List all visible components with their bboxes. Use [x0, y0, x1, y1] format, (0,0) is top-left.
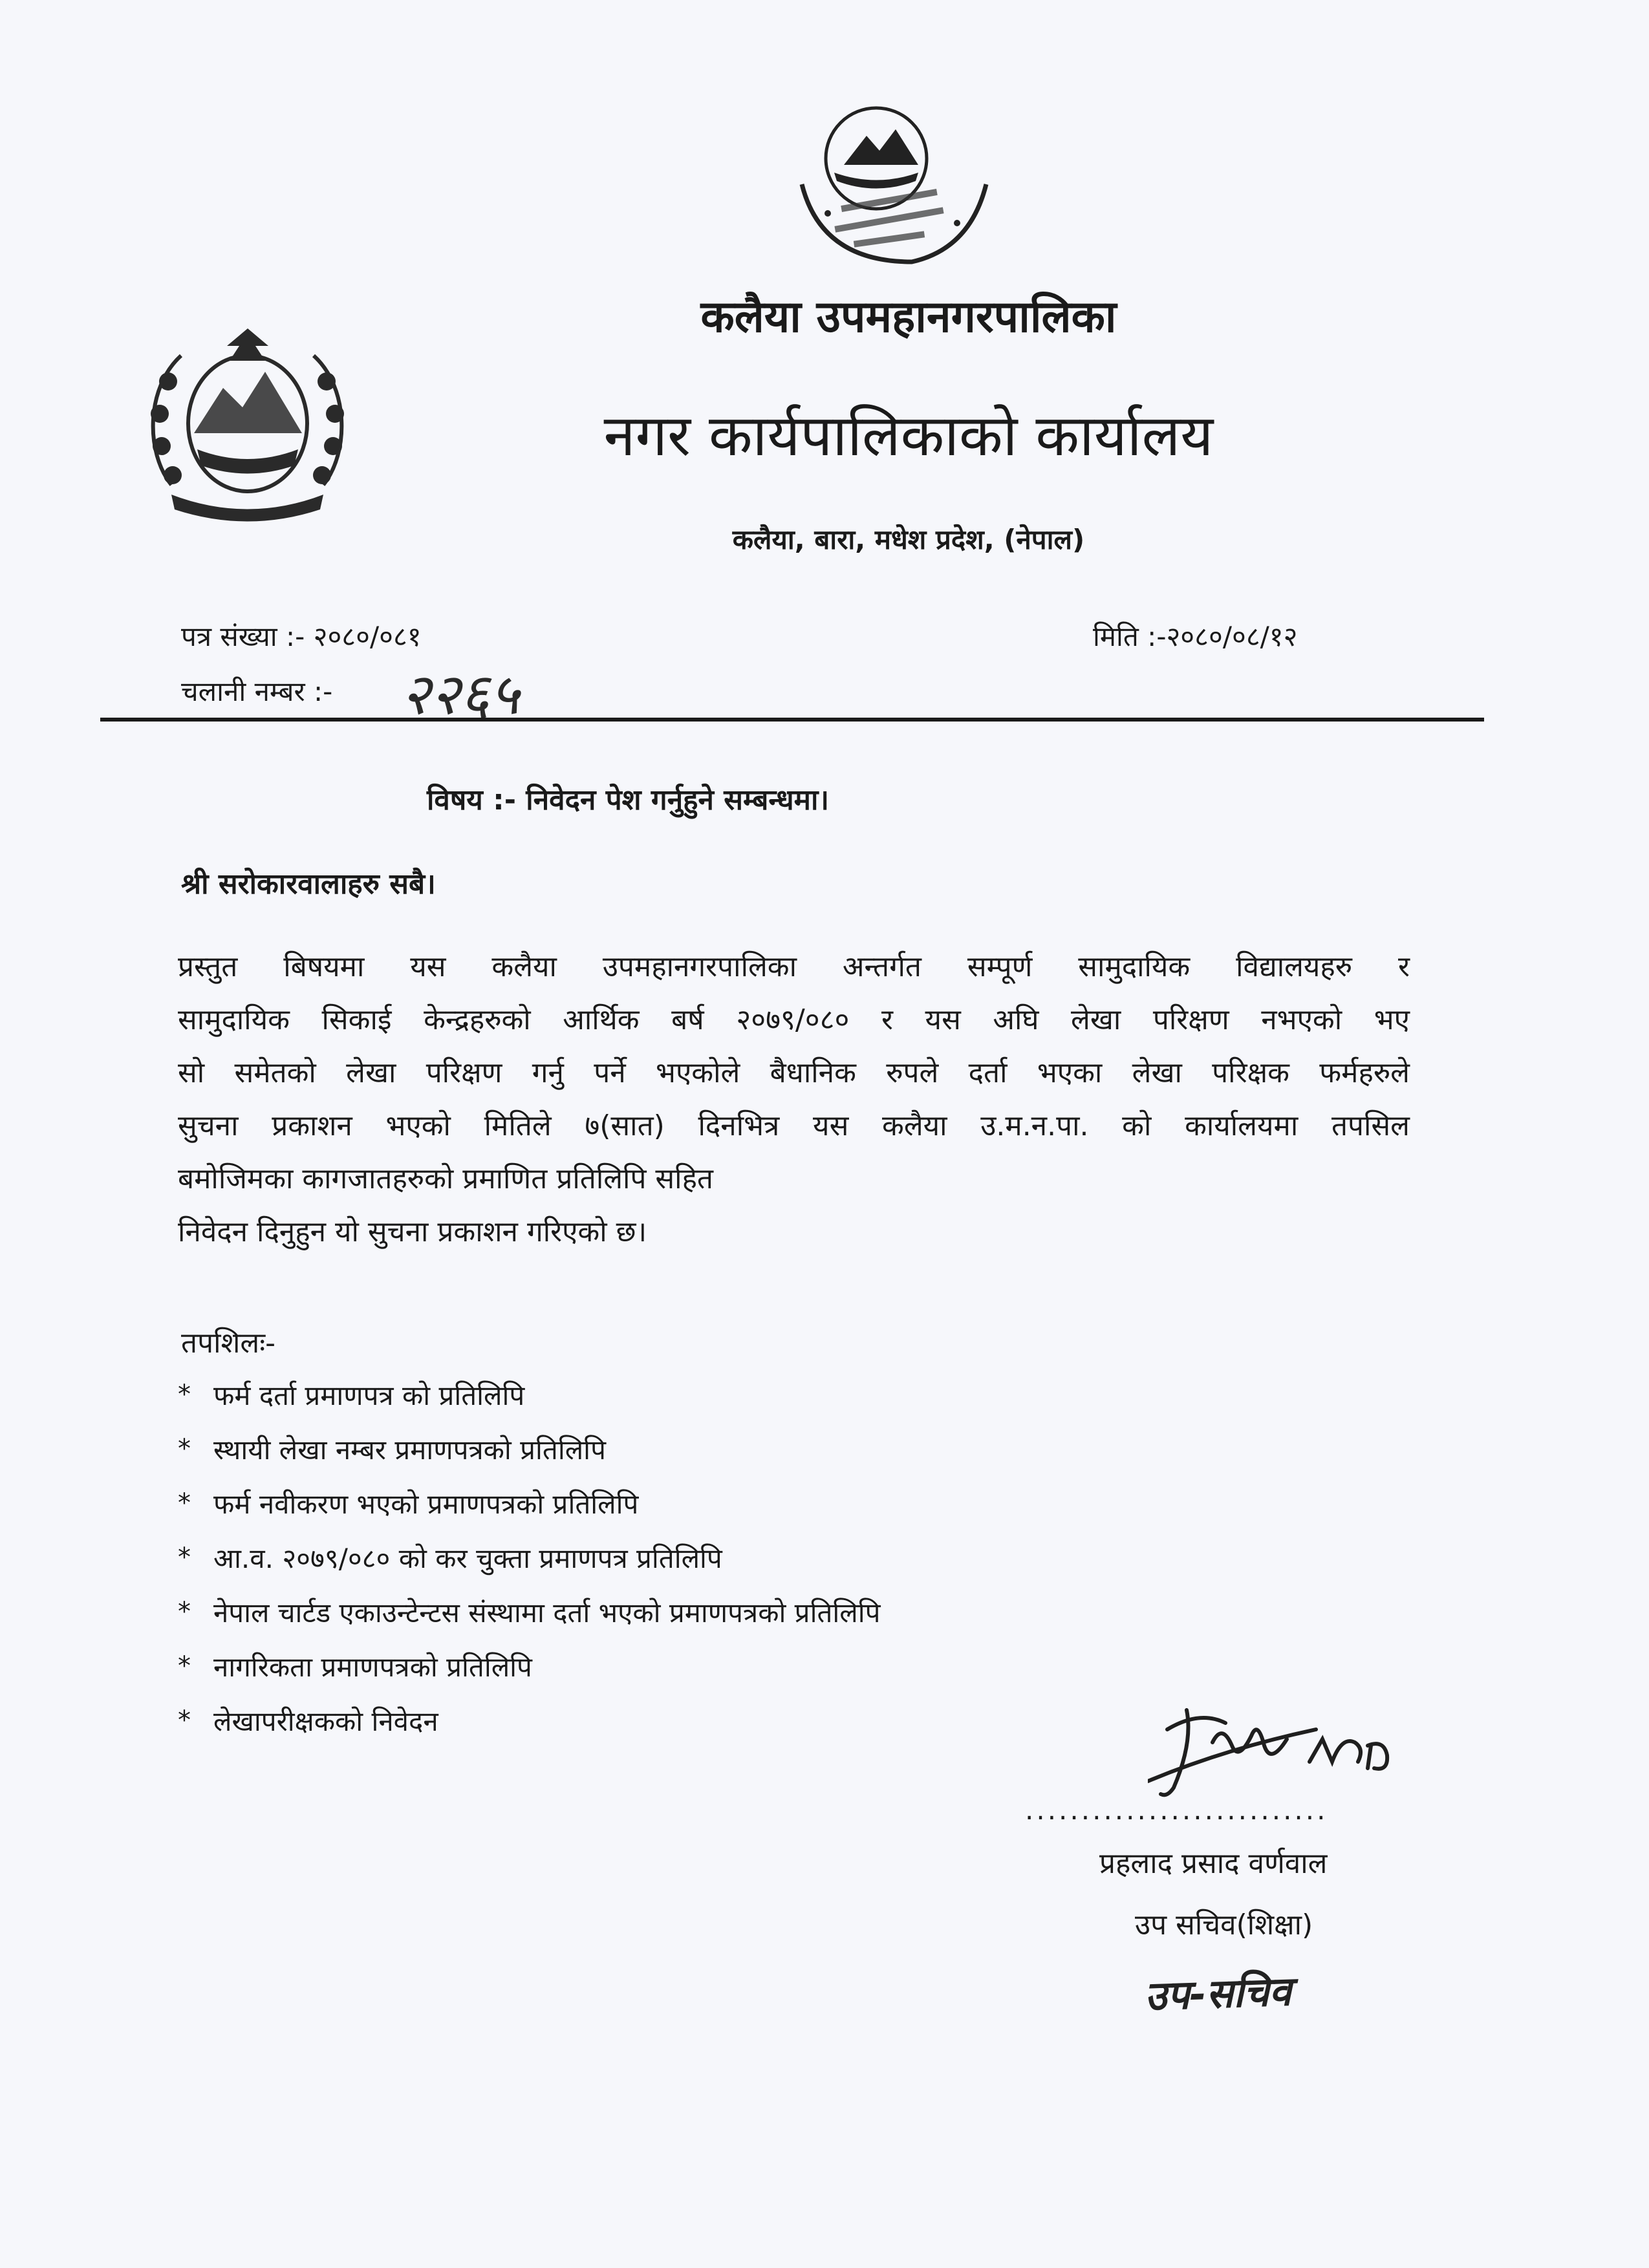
list-item: * लेखापरीक्षकको निवेदन: [178, 1705, 438, 1737]
office-round-stamp: [763, 100, 996, 294]
letter-number: पत्र संख्या :- २०८०/०८१: [181, 621, 422, 652]
bullet-icon: *: [178, 1543, 191, 1572]
body-line: बमोजिमका कागजातहरुको प्रमाणित प्रतिलिपि सहित: [178, 1162, 714, 1195]
list-item: * स्थायी लेखा नम्बर प्रमाणपत्रको प्रतिलिपि: [178, 1433, 606, 1466]
bullet-icon: *: [178, 1706, 191, 1735]
body-line: प्रस्तुत बिषयमा यस कलैया उपमहानगरपालिका अन्तर्गत सम्पूर्ण सामुदायिक विद्यालयहरु र: [178, 950, 1410, 983]
handwritten-signature: [1148, 1684, 1419, 1807]
list-item: * फर्म दर्ता प्रमाणपत्र को प्रतिलिपि: [178, 1379, 525, 1411]
attachments-heading: तपशिलः-: [181, 1327, 275, 1360]
office-address: कलैया, बारा, मधेश प्रदेश, (नेपाल): [732, 524, 1085, 555]
letter-date: मिति :-२०८०/०८/१२: [1093, 621, 1298, 652]
designation-stamp: उप-सचिव: [1143, 1967, 1293, 2020]
attachments-list: [178, 1367, 880, 1748]
signature-line: ...........................: [1025, 1794, 1328, 1826]
list-item: * फर्म नवीकरण भएको प्रमाणपत्रको प्रतिलिपि: [178, 1488, 639, 1520]
list-item: * आ.व. २०७९/०८० को कर चुक्ता प्रमाणपत्र प्रतिलिपि: [178, 1542, 722, 1574]
body-line: सुचना प्रकाशन भएको मितिले ७(सात) दिनभित्र यस कलैया उ.म.न.पा. को कार्यालयमा तपसिल: [178, 1109, 1410, 1142]
bullet-icon: *: [178, 1488, 191, 1518]
bullet-icon: *: [178, 1597, 191, 1627]
bullet-icon: *: [178, 1434, 191, 1464]
salutation: श्री सरोकारवालाहरु सबै।: [181, 868, 436, 901]
body-line: निवेदन दिनुहुन यो सुचना प्रकाशन गरिएको छ।: [178, 1215, 647, 1248]
dispatch-number-handwritten: २२६५: [401, 661, 520, 727]
bullet-icon: *: [178, 1380, 191, 1409]
list-item: * नागरिकता प्रमाणपत्रको प्रतिलिपि: [178, 1651, 532, 1683]
signatory-designation: उप सचिव(शिक्षा): [1135, 1909, 1313, 1942]
municipality-name: कलैया उपमहानगरपालिका: [700, 292, 1117, 343]
dispatch-number-label: चलानी नम्बर :-: [181, 676, 333, 707]
office-name: नगर कार्यपालिकाको कार्यालय: [603, 402, 1214, 469]
body-line: सामुदायिक सिकाई केन्द्रहरुको आर्थिक बर्ष २०७९/०८० र यस अघि लेखा परिक्षण नभएको भए: [178, 1003, 1410, 1036]
letter-subject: विषय :- निवेदन पेश गर्नुहुने सम्बन्धमा।: [427, 784, 830, 817]
letter-body: [178, 941, 1410, 1259]
signatory-name: प्रहलाद प्रसाद वर्णवाल: [1099, 1847, 1328, 1880]
list-item: * नेपाल चार्टड एकाउन्टेन्टस संस्थामा दर्ता भएको प्रमाणपत्रको प्रतिलिपि: [178, 1596, 881, 1629]
body-line: सो समेतको लेखा परिक्षण गर्नु पर्ने भएकोले बैधानिक रुपले दर्ता भएका लेखा परिक्षक फर्महरुले: [178, 1056, 1410, 1089]
header-divider: [100, 718, 1484, 722]
bullet-icon: *: [178, 1651, 191, 1681]
